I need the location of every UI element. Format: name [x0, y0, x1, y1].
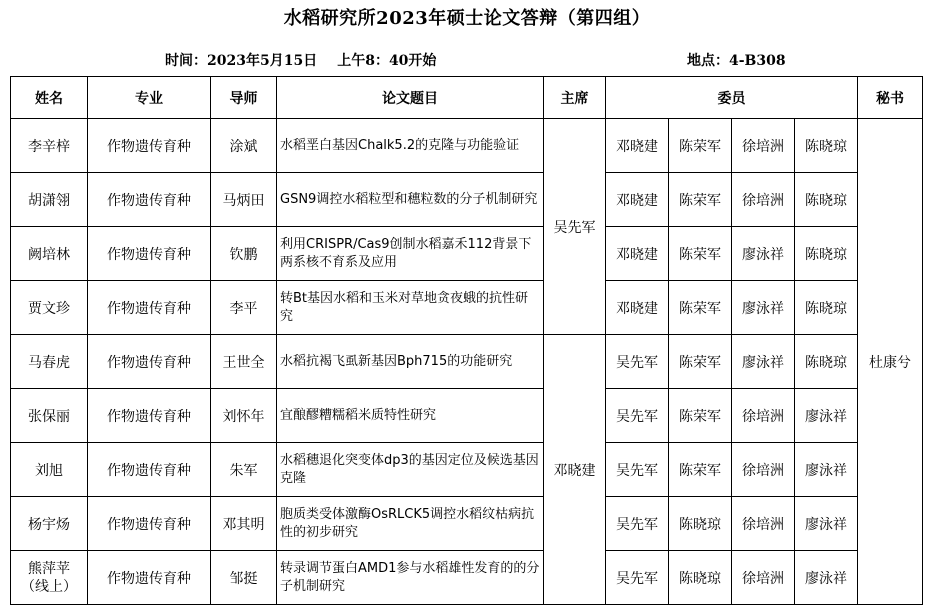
committee-member: 陈荣军 [669, 281, 732, 335]
committee-member: 徐培洲 [732, 389, 795, 443]
committee-member: 徐培洲 [732, 497, 795, 551]
advisor-cell: 朱军 [211, 443, 277, 497]
committee-member: 徐培洲 [732, 173, 795, 227]
secretary-cell: 杜康兮 [858, 119, 923, 605]
header-major: 专业 [88, 77, 211, 119]
committee-member: 邓晓建 [606, 281, 669, 335]
committee-member: 廖泳祥 [795, 497, 858, 551]
committee-member: 邓晓建 [606, 227, 669, 281]
student-name: 张保丽 [11, 389, 88, 443]
defense-schedule-table [10, 76, 923, 605]
committee-member: 徐培洲 [732, 119, 795, 173]
advisor-cell: 刘怀年 [211, 389, 277, 443]
thesis-title: 宜酿醪糟糯稻米质特性研究 [277, 389, 544, 443]
major-cell: 作物遗传育种 [88, 227, 211, 281]
chair-cell: 邓晓建 [544, 335, 606, 605]
committee-member: 陈晓琼 [795, 173, 858, 227]
defense-start-time: 上午8：40开始 [337, 53, 437, 69]
major-cell: 作物遗传育种 [88, 389, 211, 443]
defense-date: 2023年5月15日 [207, 53, 318, 69]
committee-member: 陈荣军 [669, 389, 732, 443]
committee-member: 陈荣军 [669, 173, 732, 227]
student-name: 胡潇翎 [11, 173, 88, 227]
student-name: 杨宇炀 [11, 497, 88, 551]
committee-member: 邓晓建 [606, 173, 669, 227]
student-name-cell [11, 551, 88, 605]
chair-cell: 吴先军 [544, 119, 606, 335]
committee-member: 廖泳祥 [795, 389, 858, 443]
committee-member: 廖泳祥 [732, 281, 795, 335]
major-cell: 作物遗传育种 [88, 119, 211, 173]
committee-member: 吴先军 [606, 335, 669, 389]
header-chair: 主席 [544, 77, 606, 119]
online-note: （线上） [21, 578, 77, 595]
advisor-cell: 王世全 [211, 335, 277, 389]
header-committee: 委员 [606, 77, 858, 119]
table-row [11, 227, 923, 281]
thesis-title: 转Bt基因水稻和玉米对草地贪夜蛾的抗性研究 [277, 281, 544, 335]
header-row [11, 77, 923, 119]
time-label: 时间： [165, 53, 207, 69]
committee-member: 陈荣军 [669, 443, 732, 497]
committee-member: 吴先军 [606, 551, 669, 605]
committee-member: 吴先军 [606, 497, 669, 551]
thesis-title: 水稻穗退化突变体dp3的基因定位及候选基因克隆 [277, 443, 544, 497]
thesis-title: 转录调节蛋白AMD1参与水稻雄性发育的的分子机制研究 [277, 551, 544, 605]
major-cell: 作物遗传育种 [88, 281, 211, 335]
table-row [11, 335, 923, 389]
header-thesis: 论文题目 [277, 77, 544, 119]
advisor-cell: 李平 [211, 281, 277, 335]
student-name: 马春虎 [11, 335, 88, 389]
advisor-cell: 邹挺 [211, 551, 277, 605]
table-row [11, 389, 923, 443]
committee-member: 廖泳祥 [732, 227, 795, 281]
student-name: 刘旭 [11, 443, 88, 497]
committee-member: 廖泳祥 [795, 551, 858, 605]
location-value: 4-B308 [729, 53, 786, 69]
student-name: 李辛梓 [11, 119, 88, 173]
committee-member: 陈荣军 [669, 335, 732, 389]
committee-member: 廖泳祥 [795, 443, 858, 497]
major-cell: 作物遗传育种 [88, 335, 211, 389]
committee-member: 陈晓琼 [795, 119, 858, 173]
advisor-cell: 马炳田 [211, 173, 277, 227]
advisor-cell: 涂斌 [211, 119, 277, 173]
committee-member: 吴先军 [606, 443, 669, 497]
table-row [11, 551, 923, 605]
thesis-title: 水稻抗褐飞虱新基因Bph715的功能研究 [277, 335, 544, 389]
committee-member: 邓晓建 [606, 119, 669, 173]
header-secretary: 秘书 [858, 77, 923, 119]
committee-member: 陈晓琼 [795, 335, 858, 389]
major-cell: 作物遗传育种 [88, 443, 211, 497]
header-name: 姓名 [11, 77, 88, 119]
thesis-title: 水稻垩白基因Chalk5.2的克隆与功能验证 [277, 119, 544, 173]
committee-member: 陈荣军 [669, 227, 732, 281]
major-cell: 作物遗传育种 [88, 173, 211, 227]
table-row [11, 497, 923, 551]
committee-member: 陈荣军 [669, 119, 732, 173]
thesis-title: GSN9调控水稻粒型和穗粒数的分子机制研究 [277, 173, 544, 227]
committee-member: 吴先军 [606, 389, 669, 443]
student-name: 熊萍苹 [28, 560, 70, 577]
document-title: 水稻研究所2023年硕士论文答辩（第四组） [283, 8, 651, 29]
thesis-title: 胞质类受体激酶OsRLCK5调控水稻纹枯病抗性的初步研究 [277, 497, 544, 551]
committee-member: 徐培洲 [732, 551, 795, 605]
committee-member: 陈晓琼 [669, 551, 732, 605]
table-row [11, 443, 923, 497]
defense-time [165, 50, 436, 70]
student-name: 贾文珍 [11, 281, 88, 335]
header-advisor: 导师 [211, 77, 277, 119]
advisor-cell: 钦鹏 [211, 227, 277, 281]
major-cell: 作物遗传育种 [88, 497, 211, 551]
major-cell: 作物遗传育种 [88, 551, 211, 605]
table-row [11, 119, 923, 173]
defense-location [687, 50, 786, 70]
committee-member: 陈晓琼 [669, 497, 732, 551]
committee-member: 陈晓琼 [795, 281, 858, 335]
committee-member: 陈晓琼 [795, 227, 858, 281]
committee-member: 廖泳祥 [732, 335, 795, 389]
table-row [11, 173, 923, 227]
committee-member: 徐培洲 [732, 443, 795, 497]
student-name: 阙培林 [11, 227, 88, 281]
thesis-title: 利用CRISPR/Cas9创制水稻嘉禾112背景下两系核不育系及应用 [277, 227, 544, 281]
advisor-cell: 邓其明 [211, 497, 277, 551]
location-label: 地点： [687, 53, 729, 69]
table-row [11, 281, 923, 335]
